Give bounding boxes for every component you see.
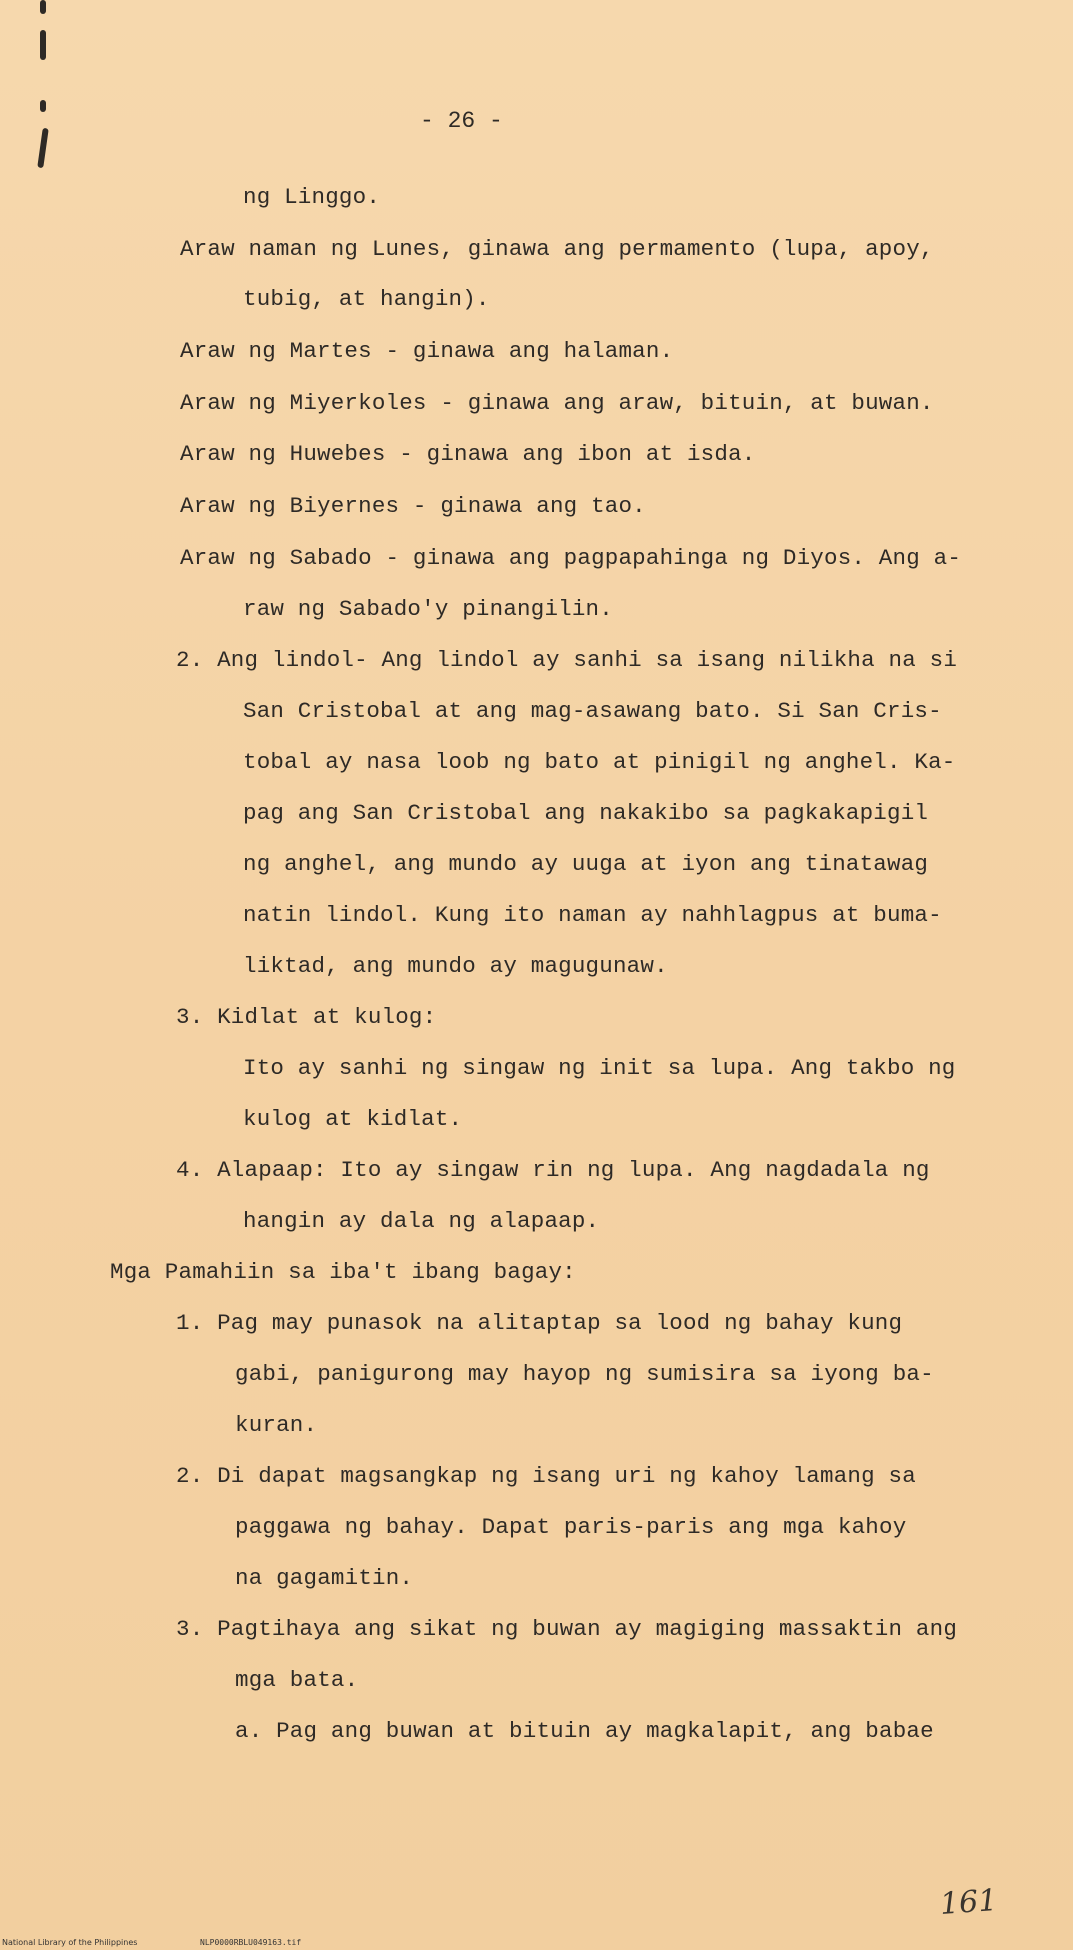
- text-line: gabi, panigurong may hayop ng sumisira sa iyong ba-: [235, 1361, 934, 1387]
- text-line: hangin ay dala ng alapaap.: [243, 1208, 600, 1234]
- text-line: raw ng Sabado'y pinangilin.: [243, 596, 613, 622]
- text-line: Araw naman ng Lunes, ginawa ang permamento (lupa, apoy,: [180, 236, 934, 262]
- text-line: a. Pag ang buwan at bituin ay magkalapit, ang babae: [235, 1718, 934, 1744]
- text-line: ng Linggo.: [243, 184, 381, 210]
- text-line: 2. Ang lindol- Ang lindol ay sanhi sa isang nilikha na si: [176, 647, 958, 673]
- text-line: mga bata.: [235, 1667, 359, 1693]
- text-line: Araw ng Huwebes - ginawa ang ibon at isda.: [180, 441, 756, 467]
- text-line: Mga Pamahiin sa iba't ibang bagay:: [110, 1259, 576, 1285]
- text-line: 3. Pagtihaya ang sikat ng buwan ay magiging massaktin ang: [176, 1616, 958, 1642]
- text-line: 1. Pag may punasok na alitaptap sa lood ng bahay kung: [176, 1310, 903, 1336]
- footer-library: National Library of the Philippines: [2, 1938, 138, 1947]
- text-line: kulog at kidlat.: [243, 1106, 463, 1132]
- text-line: tobal ay nasa loob ng bato at pinigil ng anghel. Ka-: [243, 749, 956, 775]
- text-line: Araw ng Miyerkoles - ginawa ang araw, bituin, at buwan.: [180, 390, 934, 416]
- text-line: natin lindol. Kung ito naman ay nahhlagpus at buma-: [243, 902, 942, 928]
- text-line: Ito ay sanhi ng singaw ng init sa lupa. Ang takbo ng: [243, 1055, 956, 1081]
- text-line: tubig, at hangin).: [243, 286, 490, 312]
- text-line: Araw ng Biyernes - ginawa ang tao.: [180, 493, 646, 519]
- text-line: San Cristobal at ang mag-asawang bato. Si San Cris-: [243, 698, 942, 724]
- edge-mark: [37, 128, 49, 168]
- text-line: paggawa ng bahay. Dapat paris-paris ang mga kahoy: [235, 1514, 907, 1540]
- text-line: 2. Di dapat magsangkap ng isang uri ng kahoy lamang sa: [176, 1463, 916, 1489]
- page-number: - 26 -: [420, 108, 503, 134]
- text-line: kuran.: [235, 1412, 318, 1438]
- text-line: ng anghel, ang mundo ay uuga at iyon ang tinatawag: [243, 851, 929, 877]
- edge-mark: [40, 0, 46, 14]
- text-line: 4. Alapaap: Ito ay singaw rin ng lupa. Ang nagdadala ng: [176, 1157, 930, 1183]
- edge-mark: [40, 100, 46, 112]
- text-line: 3. Kidlat at kulog:: [176, 1004, 437, 1030]
- text-line: na gagamitin.: [235, 1565, 414, 1591]
- edge-mark: [40, 30, 46, 60]
- text-line: Araw ng Martes - ginawa ang halaman.: [180, 338, 674, 364]
- footer-file: NLP0000RBLU049163.tif: [200, 1938, 302, 1947]
- text-line: pag ang San Cristobal ang nakakibo sa pagkakapigil: [243, 800, 929, 826]
- text-line: Araw ng Sabado - ginawa ang pagpapahinga ng Diyos. Ang a-: [180, 545, 962, 571]
- handwritten-mark: 161: [938, 1883, 999, 1922]
- text-line: liktad, ang mundo ay magugunaw.: [243, 953, 668, 979]
